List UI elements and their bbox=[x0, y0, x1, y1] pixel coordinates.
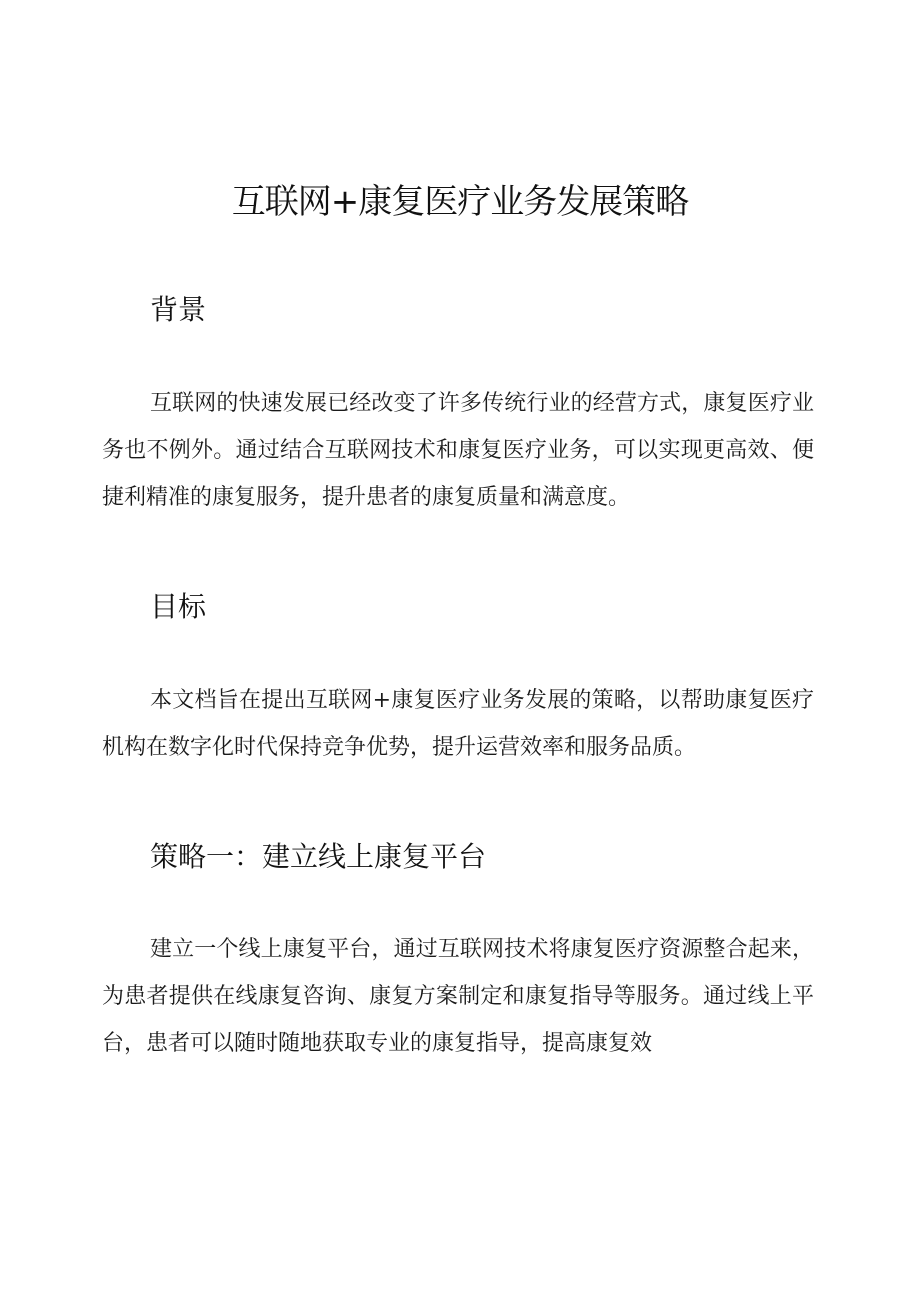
document-title: 互联网+康复医疗业务发展策略 bbox=[231, 182, 689, 222]
section-heading-strategy-one: 策略一：建立线上康复平台 bbox=[150, 840, 487, 873]
section-body-background: 互联网的快速发展已经改变了许多传统行业的经营方式，康复医疗业务也不例外。通过结合互联网技术和康复医疗业务，可以实现更高效、便捷利精准的康复服务，提升患者的康复质量和满意度。 bbox=[102, 391, 814, 510]
section-heading-goal: 目标 bbox=[150, 590, 207, 623]
section-heading-background: 背景 bbox=[150, 293, 207, 326]
section-body-goal: 本文档旨在提出互联网+康复医疗业务发展的策略，以帮助康复医疗机构在数字化时代保持竞争优势，提升运营效率和服务品质。 bbox=[102, 688, 814, 760]
section-body-strategy-one: 建立一个线上康复平台，通过互联网技术将康复医疗资源整合起来，为患者提供在线康复咨询、康复方案制定和康复指导等服务。通过线上平台，患者可以随时随地获取专业的康复指导，提高康复效 bbox=[102, 937, 814, 1056]
